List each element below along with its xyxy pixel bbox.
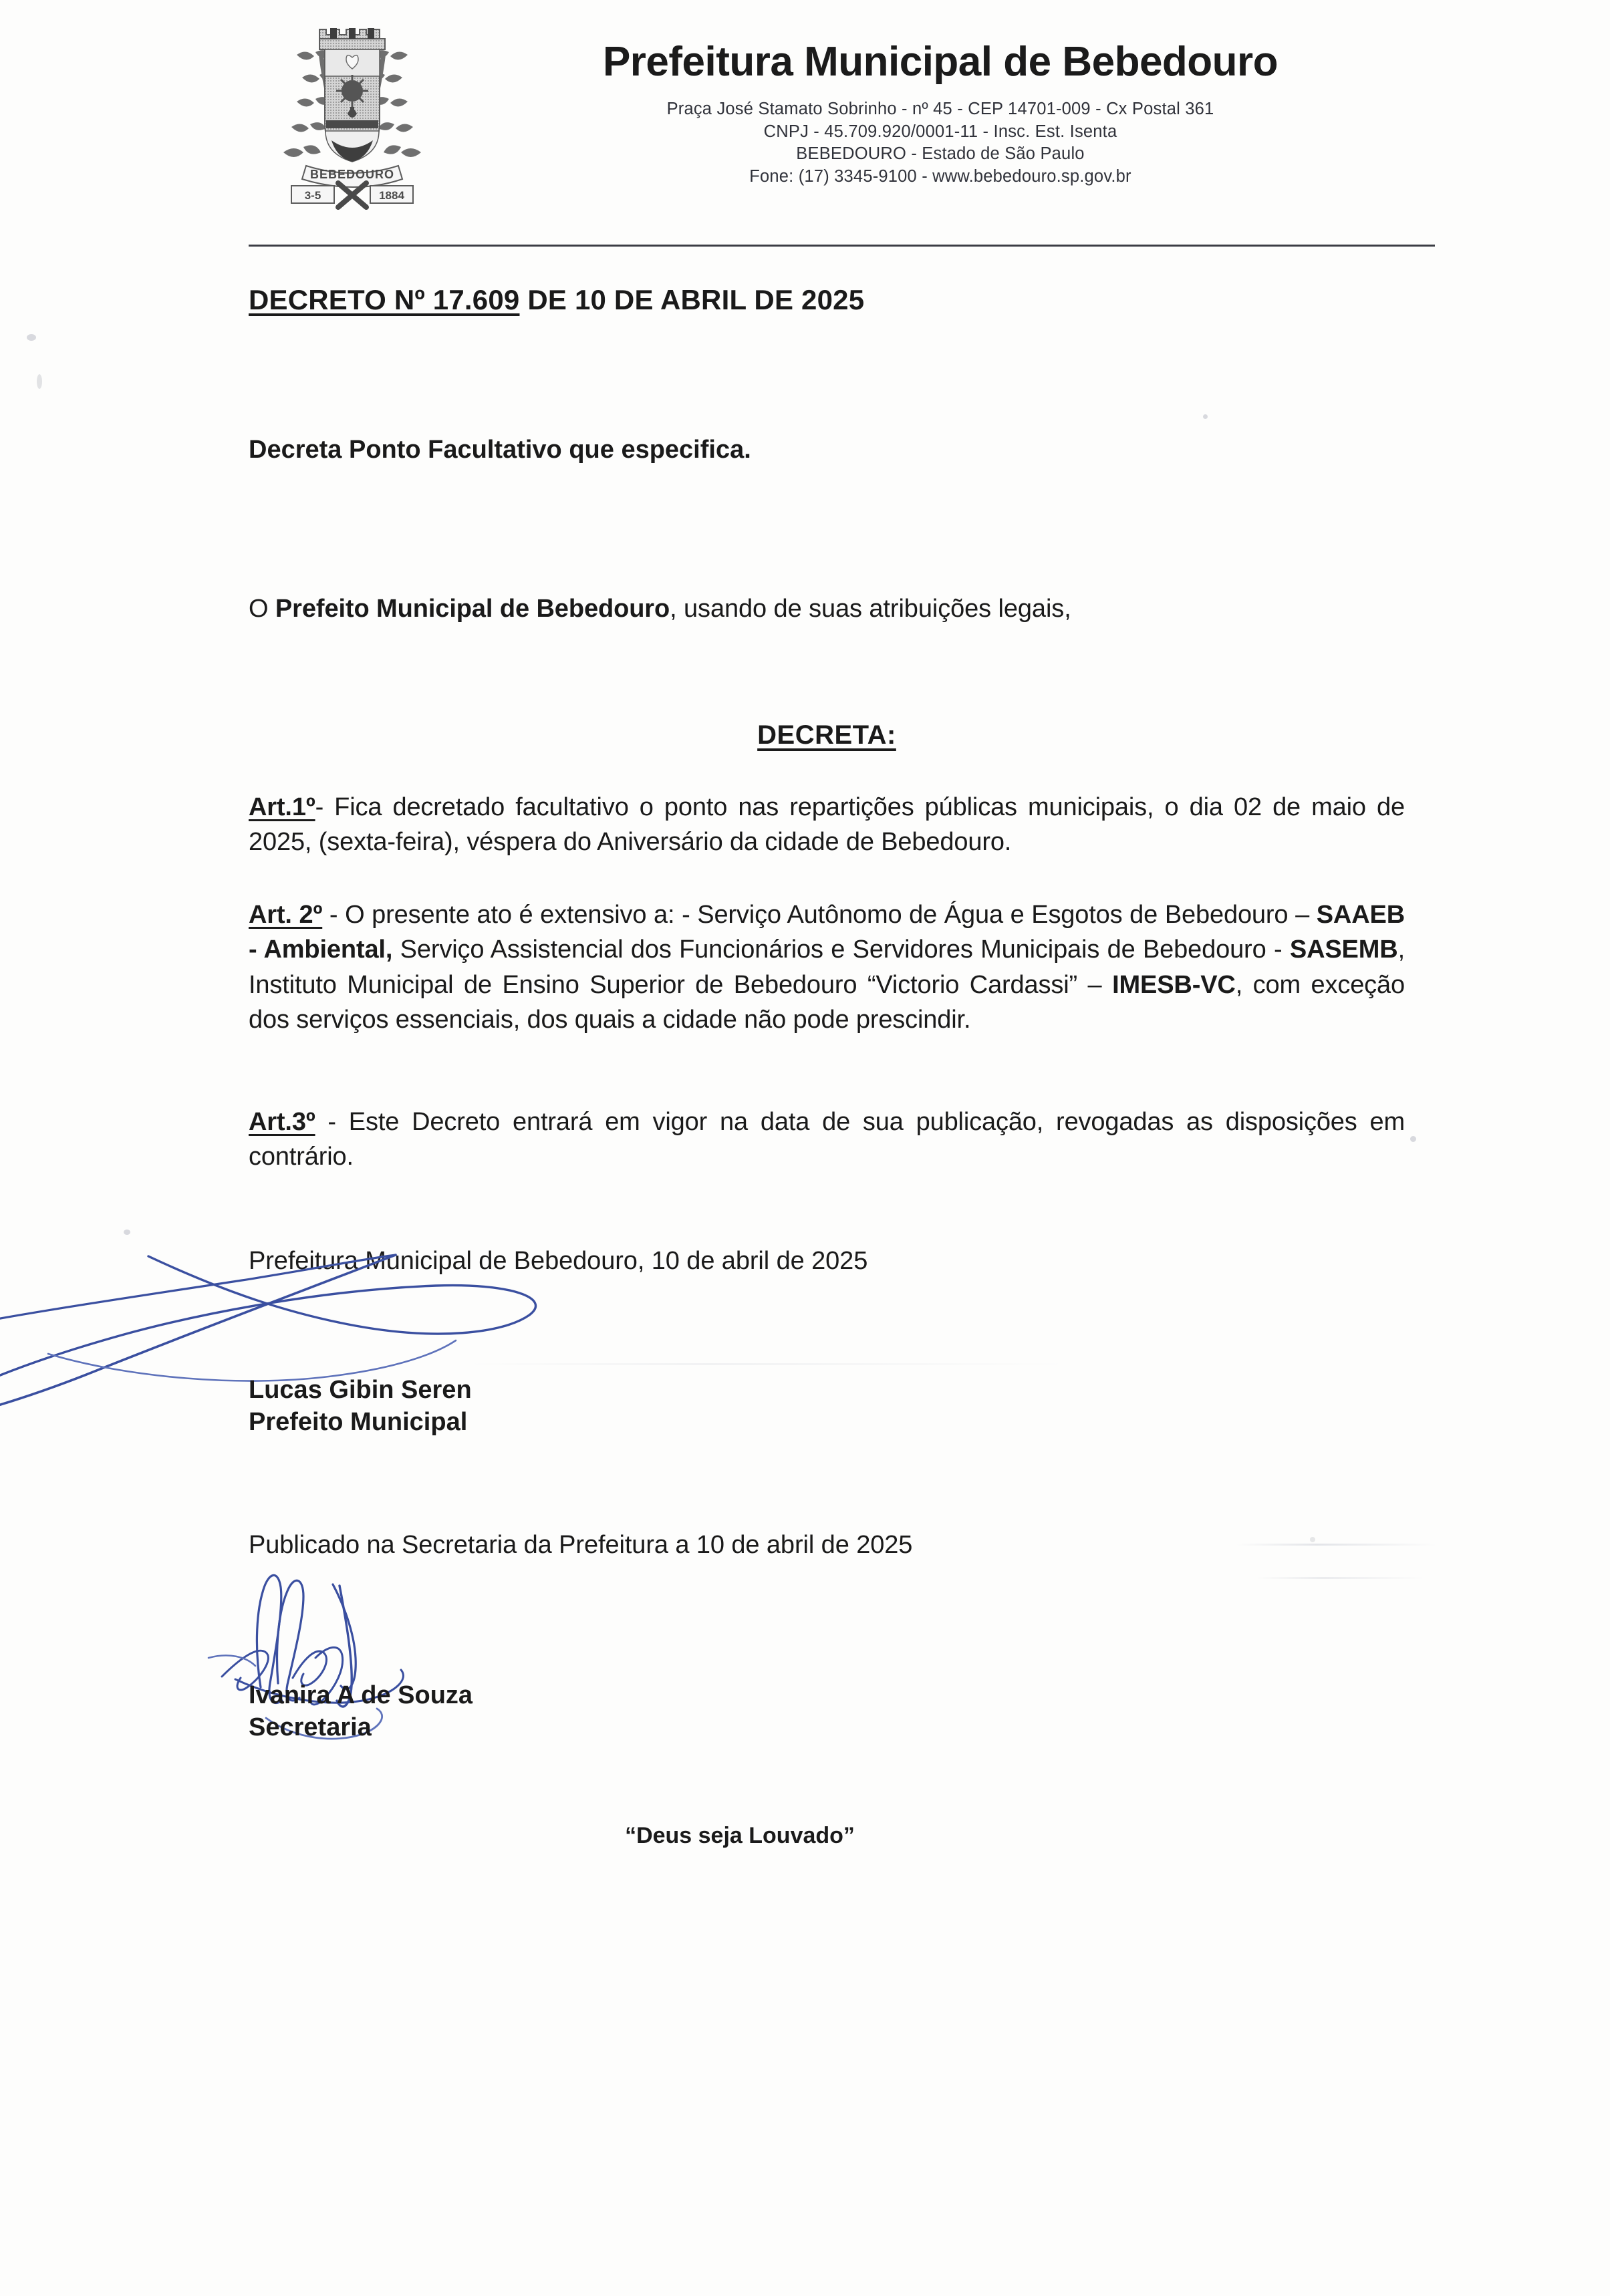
address-line-4: Fone: (17) 3345-9100 - www.bebedouro.sp.gov.br [749,167,1131,186]
scan-speck [1410,1136,1416,1142]
footer-quote: “Deus seja Louvado” [625,1823,855,1848]
article-3 [249,1105,1405,1175]
scan-speck [124,1230,130,1235]
entity-sasemb: SASEMB [1289,936,1398,964]
article-2-text-3: , Instituto Municipal de Ensino Superior de Bebedouro “Victorio Cardassi” – [249,936,1405,999]
address-line-3: BEBEDOURO - Estado de São Paulo [796,144,1085,164]
secretary-signature-block [249,1679,1405,1744]
svg-text:BEBEDOURO: BEBEDOURO [309,168,395,181]
decree-title [249,286,1405,314]
place-and-date: Prefeitura Municipal de Bebedouro, 10 de abril de 2025 [249,1246,868,1275]
mayor-signature-block [249,1374,1405,1439]
decreta-heading-text: DECRETA: [757,720,896,750]
publication-line: Publicado na Secretaria da Prefeitura a 10 de abril de 2025 [249,1530,913,1559]
coat-of-arms-icon [269,13,436,214]
article-2-text-4: , com exceção dos serviços essenciais, dos quais a cidade não pode prescindir. [249,970,1405,1034]
mayor-name: Lucas Gibin Seren [249,1375,472,1404]
preamble-prefix: O [249,595,275,623]
organization-title: Prefeitura Municipal de Bebedouro [602,39,1279,85]
decreta-heading [249,722,1405,748]
organization-address [442,98,1438,188]
decree-date: DE 10 DE ABRIL DE 2025 [519,284,865,315]
document-body [249,267,1405,1847]
article-2 [249,897,1405,1038]
scan-speck [37,374,42,389]
preamble-authority: Prefeito Municipal de Bebedouro [275,595,670,623]
mayor-role: Prefeito Municipal [249,1408,468,1437]
header-divider [249,245,1435,247]
preamble-suffix: , usando de suas atribuições legais, [670,595,1071,623]
article-2-label: Art. 2º [249,900,323,929]
decree-preamble [249,596,1405,621]
entity-imesb-vc: IMESB-VC [1112,970,1236,999]
secretary-role: Secretaria [249,1713,372,1742]
svg-text:3-5: 3-5 [304,189,321,202]
secretary-name: Ivanira A de Souza [249,1681,473,1709]
entity-saaeb: SAAEB - Ambiental, [249,900,1405,964]
article-3-text: - Este Decreto entrará em vigor na data de sua publicação, revogadas as disposições em contrário. [249,1107,1405,1171]
article-1 [249,790,1405,860]
address-line-1: Praça José Stamato Sobrinho - nº 45 - CEP 14701-009 - Cx Postal 361 [666,100,1214,119]
article-3-label: Art.3º [249,1107,315,1136]
scan-speck [27,334,36,341]
address-line-2: CNPJ - 45.709.920/0001-11 - Insc. Est. Isenta [763,122,1117,141]
decree-summary: Decreta Ponto Facultativo que especifica. [249,436,751,464]
svg-text:1884: 1884 [379,189,404,202]
decree-number: DECRETO Nº 17.609 [249,284,520,315]
article-1-text: - Fica decretado facultativo o ponto nas repartições públicas municipais, o dia 02 de maio de 2025, (sexta-feira), véspera do Aniversário da cidade de Bebedouro. [249,793,1405,857]
article-2-text-1: - O presente ato é extensivo a: - Serviço Autônomo de Água e Esgotos de Bebedouro – [322,900,1317,929]
header-text-block [436,13,1438,188]
article-2-text-2: Serviço Assistencial dos Funcionários e Servidores Municipais de Bebedouro - [392,936,1290,964]
document-header [249,13,1438,221]
article-1-label: Art.1º [249,793,315,821]
